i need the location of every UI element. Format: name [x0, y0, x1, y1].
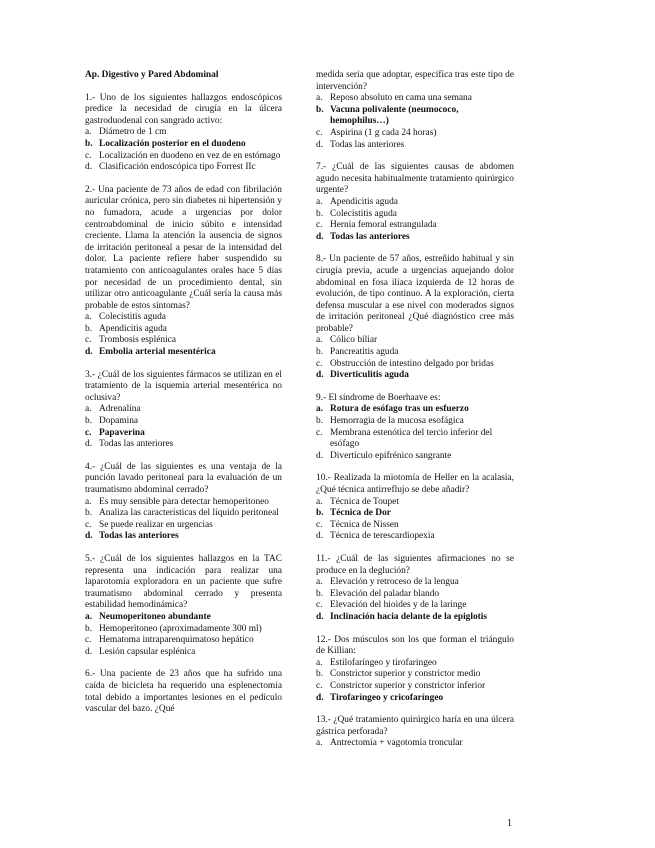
- option-text: Localización posterior en el duodeno: [99, 138, 246, 149]
- question-stem: 2.- Una paciente de 73 años de edad con fibrilación auricular crónica, pero sin diabetes ni hipertensión y no fumadora, acude a urgencias por dolor centroabdominal de inicio súbito e intensidad creciente. Llama la atención la ausencia de signos de irritación peritoneal a pesar de la intensidad del dolor. La paciente refiere haber suspendido su tratamiento con anticoagulantes orales hace 5 días por necesidad de un procedimiento dental, sin utilizar otro anticoagulante ¿Cuál sería la causa más probable de estos síntomas?: [85, 184, 282, 311]
- option-text: Reposo absoluto en cama una semana: [330, 93, 472, 104]
- option-letter: a.: [85, 611, 93, 622]
- answer-option: [316, 197, 514, 209]
- answer-option: [316, 577, 514, 589]
- question-block: [85, 185, 282, 359]
- question-block: [85, 554, 282, 658]
- option-letter: d.: [316, 370, 324, 381]
- answer-option-correct: [316, 105, 514, 128]
- option-text: Hernia femoral estrangulada: [330, 220, 437, 231]
- question-block: [85, 669, 282, 715]
- option-letter: b.: [316, 669, 324, 680]
- option-text: Hemoperitoneo (aproximadamente 300 ml): [99, 623, 262, 634]
- option-letter: a.: [316, 577, 323, 588]
- answer-option-correct: [316, 232, 514, 244]
- option-letter: a.: [316, 496, 323, 507]
- option-letter: d.: [316, 139, 324, 150]
- option-text: Técnica de Dor: [330, 508, 391, 519]
- answer-option: [316, 128, 514, 140]
- option-letter: c.: [316, 220, 323, 231]
- option-text: Rotura de esófago tras un esfuerzo: [330, 404, 469, 415]
- option-text: Es muy sensible para detectar hemoperitoneo: [99, 496, 269, 507]
- option-text: Analiza las características del líquido peritoneal: [99, 508, 279, 519]
- option-text: Cólico biliar: [330, 335, 378, 346]
- option-text: Todas las anteriores: [330, 231, 410, 242]
- option-text: Diámetro de 1 cm: [99, 127, 167, 138]
- answer-option: [85, 647, 282, 659]
- option-text: Obstrucción de intestino delgado por bridas: [330, 358, 494, 369]
- question-block: [85, 93, 282, 174]
- answer-option: [316, 531, 514, 543]
- option-letter: d.: [85, 439, 93, 450]
- option-text: Constrictor superior y constrictor medio: [330, 669, 481, 680]
- answer-option-correct: [316, 693, 514, 705]
- option-letter: c.: [316, 600, 323, 611]
- option-letter: c.: [85, 519, 92, 530]
- option-text: Lesión capsular esplénica: [99, 646, 196, 657]
- option-text: Estilofaríngeo y tirofaríngeo: [330, 657, 437, 668]
- option-text: Inclinación hacia delante de la epiglotis: [330, 611, 488, 622]
- answer-option: [85, 624, 282, 636]
- option-text: Pancreatitis aguda: [330, 347, 399, 358]
- option-letter: c.: [316, 427, 323, 438]
- option-letter: b.: [316, 416, 324, 427]
- option-letter: a.: [85, 404, 92, 415]
- answer-option: [85, 335, 282, 347]
- option-letter: b.: [85, 138, 93, 149]
- option-letter: a.: [85, 496, 92, 507]
- option-letter: b.: [316, 347, 324, 358]
- answer-option: [316, 451, 514, 463]
- option-letter: a.: [316, 657, 323, 668]
- answer-option: [316, 589, 514, 601]
- answer-option-correct: [316, 370, 514, 382]
- question-block: [85, 370, 282, 451]
- option-letter: d.: [85, 646, 93, 657]
- answer-option: [316, 220, 514, 232]
- answer-option: [316, 140, 514, 152]
- answer-option-correct: [85, 428, 282, 440]
- option-letter: c.: [316, 519, 323, 530]
- answer-option: [85, 127, 282, 139]
- question-block: [316, 70, 514, 151]
- option-letter: d.: [85, 162, 93, 173]
- option-text: Colecistitis aguda: [330, 208, 397, 219]
- option-text: Hematoma intraparenquimatoso hepático: [99, 635, 254, 646]
- answer-option: [316, 669, 514, 681]
- option-text: Clasificación endoscópica tipo Forrest IIc: [99, 162, 256, 173]
- option-text: Embolia arterial mesentérica: [99, 347, 216, 358]
- option-text: Apendicitis aguda: [99, 323, 167, 334]
- answer-option: [316, 335, 514, 347]
- option-letter: c.: [85, 635, 92, 646]
- answer-option-correct: [85, 139, 282, 151]
- option-text: Colecistitis aguda: [99, 312, 166, 323]
- answer-option: [85, 520, 282, 532]
- right-column: [316, 70, 514, 761]
- answer-option-correct: [316, 404, 514, 416]
- question-stem: 8.- Un paciente de 57 años, estreñido habitual y sin cirugía previa, acude a urgencias aquejando dolor abdominal en fosa ilíaca izquierda de 12 horas de evolución, de tipo continuo. A la exploración, cierta defensa muscular a ese nivel con moderados signos de irritación peritoneal ¿Qué diagnóstico cree más probable?: [316, 254, 514, 334]
- answer-option: [85, 151, 282, 163]
- option-letter: b.: [316, 208, 324, 219]
- option-letter: c.: [85, 335, 92, 346]
- option-text: Localización en duodeno en vez de en estómago: [99, 150, 281, 161]
- option-letter: c.: [85, 150, 92, 161]
- option-text: Técnica de terescardiopexia: [330, 531, 435, 542]
- answer-option: [85, 162, 282, 174]
- option-text: Divertículo epifrénico sangrante: [330, 450, 452, 461]
- option-letter: b.: [85, 416, 93, 427]
- question-block: [316, 635, 514, 705]
- option-letter: a.: [316, 404, 324, 415]
- option-text: Elevación del hioides y de la laringe: [330, 600, 467, 611]
- option-text: Hemorragia de la mucosa esofágica: [330, 416, 464, 427]
- question-block: [316, 715, 514, 750]
- question-stem: 1.- Uno de los siguientes hallazgos endoscópicos predice la necesidad de cirugía en la úlcera gastroduodenal con sangrado activo:: [85, 92, 282, 126]
- option-text: Constrictor superior y constrictor inferior: [330, 680, 486, 691]
- question-block: [316, 393, 514, 463]
- left-column: [85, 70, 282, 727]
- answer-option: [316, 600, 514, 612]
- option-text: Técnica de Nissen: [330, 519, 399, 530]
- answer-option: [316, 520, 514, 532]
- answer-option: [316, 738, 514, 750]
- option-text: Técnica de Toupet: [330, 496, 399, 507]
- option-text: Todas las anteriores: [99, 531, 179, 542]
- answer-option: [316, 209, 514, 221]
- question-stem: 13.- ¿Qué tratamiento quirúrgico haría en una úlcera gástrica perforada?: [316, 715, 514, 737]
- answer-option: [85, 635, 282, 647]
- option-letter: c.: [316, 680, 323, 691]
- answer-option: [316, 428, 514, 451]
- option-text: Neumoperitoneo abundante: [99, 611, 211, 622]
- answer-option: [85, 312, 282, 324]
- option-letter: b.: [316, 508, 324, 519]
- option-letter: d.: [85, 531, 93, 542]
- page-number: 1: [507, 818, 512, 829]
- option-text: Apendicitis aguda: [330, 196, 398, 207]
- option-letter: b.: [85, 623, 93, 634]
- option-text: Adrenalina: [99, 404, 141, 415]
- option-letter: a.: [316, 335, 323, 346]
- option-text: Diverticulitis aguda: [330, 370, 409, 381]
- option-text: Aspirina (1 g cada 24 horas): [330, 127, 437, 138]
- answer-option-correct: [85, 612, 282, 624]
- question-stem: 7.- ¿Cuál de las siguientes causas de abdomen agudo necesita habitualmente tratamiento quirúrgico urgente?: [316, 162, 514, 196]
- answer-option: [316, 359, 514, 371]
- option-letter: d.: [316, 611, 324, 622]
- option-letter: b.: [316, 588, 324, 599]
- question-stem: 5.- ¿Cuál de los siguientes hallazgos en la TAC representa una indicación para realizar una laparotomía exploradora en un paciente que sufre traumatismo abdominal cerrado y presenta estabilidad hemodinámica?: [85, 553, 282, 611]
- option-letter: a.: [316, 93, 323, 104]
- option-letter: b.: [316, 104, 324, 115]
- option-text: Todas las anteriores: [330, 139, 405, 150]
- answer-option: [85, 324, 282, 336]
- option-letter: c.: [85, 427, 92, 438]
- option-text: Papaverina: [99, 427, 145, 438]
- option-text: Elevación del paladar blando: [330, 588, 440, 599]
- question-block: [316, 162, 514, 243]
- option-text: Todas las anteriores: [99, 439, 174, 450]
- section-title: Ap. Digestivo y Pared Abdominal: [85, 70, 219, 80]
- answer-option-correct: [316, 508, 514, 520]
- option-text: Tirofaríngeo y cricofaríngeo: [330, 692, 444, 703]
- question-stem: 4.- ¿Cuál de las siguientes es una ventaja de la punción lavado peritoneal para la evaluación de un traumatismo abdominal cerrado?: [85, 461, 282, 495]
- option-letter: d.: [316, 231, 324, 242]
- option-letter: d.: [316, 531, 324, 542]
- answer-option: [85, 416, 282, 428]
- question-block: [316, 254, 514, 382]
- option-letter: c.: [316, 127, 323, 138]
- question-stem: 3.- ¿Cuál de los siguientes fármacos se utilizan en el tratamiento de la isquemia arterial mesentérica no oclusiva?: [85, 369, 282, 403]
- question-stem: 10.- Realizada la miotomía de Heller en la acalasia, ¿Qué técnica antirreflujo se debe añadir?: [316, 473, 514, 495]
- question-stem: 9.- El síndrome de Boerhaave es:: [316, 392, 441, 403]
- question-block: [316, 554, 514, 624]
- answer-option: [85, 404, 282, 416]
- option-letter: d.: [85, 347, 93, 358]
- option-letter: b.: [85, 323, 93, 334]
- answer-option: [85, 497, 282, 509]
- question-block: [85, 462, 282, 543]
- option-letter: b.: [85, 508, 93, 519]
- option-text: Membrana estenótica del tercio inferior del esófago: [330, 427, 493, 450]
- option-text: Se puede realizar en urgencias: [99, 519, 213, 530]
- question-stem: 6.- Una paciente de 23 años que ha sufrido una caída de bicicleta ha requerido una esplenectomía total debido a importantes lesiones en el pedículo vascular del bazo. ¿Qué: [85, 669, 282, 715]
- answer-option-correct: [85, 347, 282, 359]
- option-letter: c.: [316, 358, 323, 369]
- option-text: Vacuna polivalente (neumococo, hemophilus…): [330, 104, 459, 127]
- answer-option: [85, 508, 282, 520]
- option-text: Trombosis esplénica: [99, 335, 176, 346]
- answer-option: [316, 416, 514, 428]
- answer-option: [316, 658, 514, 670]
- answer-option-correct: [316, 612, 514, 624]
- answer-option-correct: [85, 531, 282, 543]
- option-letter: a.: [85, 312, 92, 323]
- option-letter: d.: [316, 692, 324, 703]
- answer-option: [316, 681, 514, 693]
- answer-option: [316, 347, 514, 359]
- question-stem: 11.- ¿Cuál de las siguientes afirmaciones no se produce en la deglución?: [316, 553, 514, 576]
- answer-option: [316, 497, 514, 509]
- answer-option: [316, 93, 514, 105]
- option-text: Dopamina: [99, 416, 139, 427]
- option-letter: d.: [316, 450, 324, 461]
- option-text: Antrectomía + vagotomía troncular: [330, 738, 463, 749]
- question-stem: medida sería que adoptar, específica tras este tipo de intervención?: [316, 70, 514, 92]
- answer-option: [85, 439, 282, 451]
- option-letter: a.: [85, 127, 92, 138]
- option-letter: a.: [316, 738, 323, 749]
- question-block: [316, 473, 514, 543]
- option-text: Elevación y retroceso de la lengua: [330, 577, 459, 588]
- question-stem: 12.- Dos músculos son los que forman el triángulo de Killian:: [316, 634, 514, 657]
- option-letter: a.: [316, 196, 323, 207]
